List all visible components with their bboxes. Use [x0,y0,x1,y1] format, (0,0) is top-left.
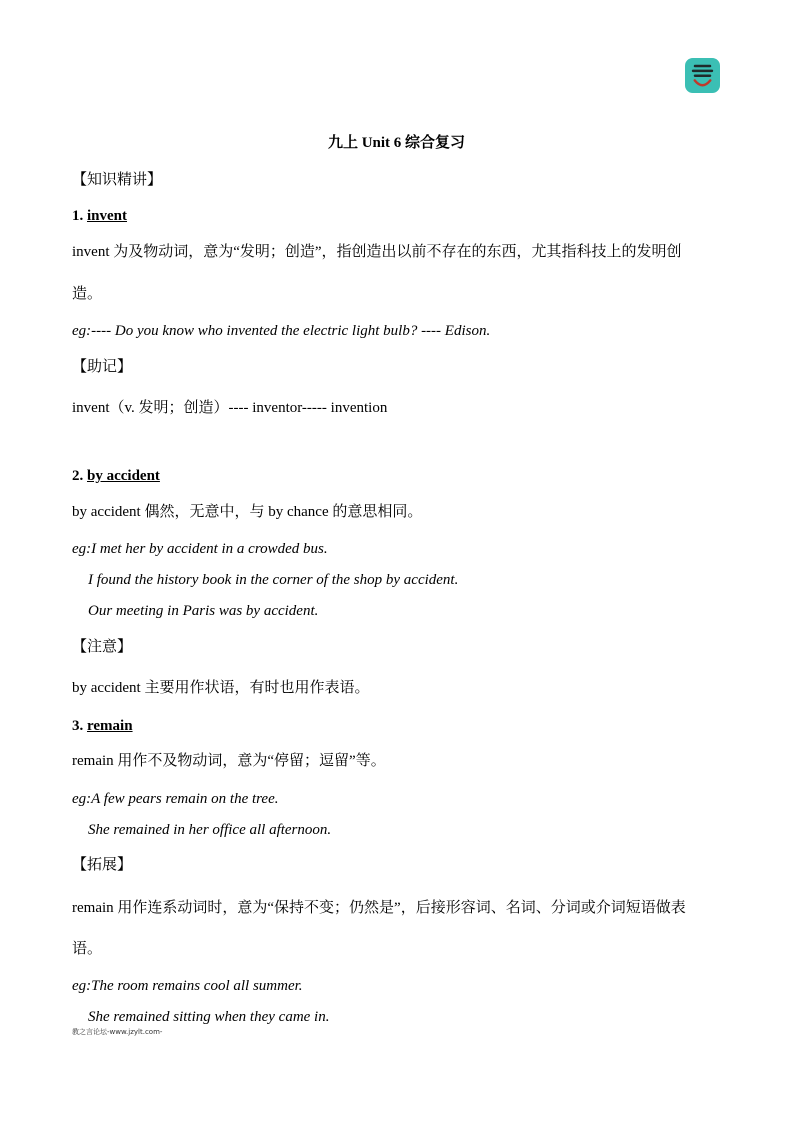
teal-face-logo-icon [685,58,720,93]
item3-example4: She remained sitting when they came in. [88,1009,330,1025]
item2-example1: eg:I met her by accident in a crowded bus. [72,541,328,557]
item1-memo-heading: 【助记】 [72,359,133,375]
item2-number: 2. [72,468,84,484]
item1-heading [72,206,127,226]
item3-example1: eg:A few pears remain on the tree. [72,791,279,807]
item3-ext-line2: 语。 [72,941,103,957]
item1-memo-text: invent（v. 发明；创造）---- inventor----- invention [72,400,388,416]
item3-ext-heading: 【拓展】 [72,857,133,873]
item3-desc: remain 用作不及物动词，意为“停留；逗留”等。 [72,753,386,769]
item2-heading [72,466,160,486]
item1-example: eg:---- Do you know who invented the electric light bulb? ---- Edison. [72,323,491,339]
item1-number: 1. [72,208,84,224]
item2-example2: I found the history book in the corner of the shop by accident. [88,572,459,588]
item1-desc-line1: invent 为及物动词，意为“发明；创造”，指创造出以前不存在的东西，尤其指科技上的发明创 [72,244,682,260]
item3-heading [72,716,133,736]
item2-desc: by accident 偶然，无意中，与 by chance 的意思相同。 [72,504,423,520]
item2-note-heading: 【注意】 [72,639,133,655]
footer-watermark: 教之言论坛-www.jzylt.com- [72,1028,163,1036]
item2-word: by accident [87,468,160,484]
item2-example3: Our meeting in Paris was by accident. [88,603,319,619]
page-title: 九上 Unit 6 综合复习 [327,135,466,151]
item3-ext-line1: remain 用作连系动词时，意为“保持不变；仍然是”，后接形容词、名词、分词或介词短语做表 [72,900,686,916]
item1-desc-line2: 造。 [72,286,103,302]
item3-word: remain [87,718,133,734]
item2-note-text: by accident 主要用作状语，有时也用作表语。 [72,680,370,696]
item3-example2: She remained in her office all afternoon. [88,822,332,838]
item1-word: invent [87,208,128,224]
knowledge-heading: 【知识精讲】 [72,172,163,188]
item3-example3: eg:The room remains cool all summer. [72,978,303,994]
item3-number: 3. [72,718,84,734]
